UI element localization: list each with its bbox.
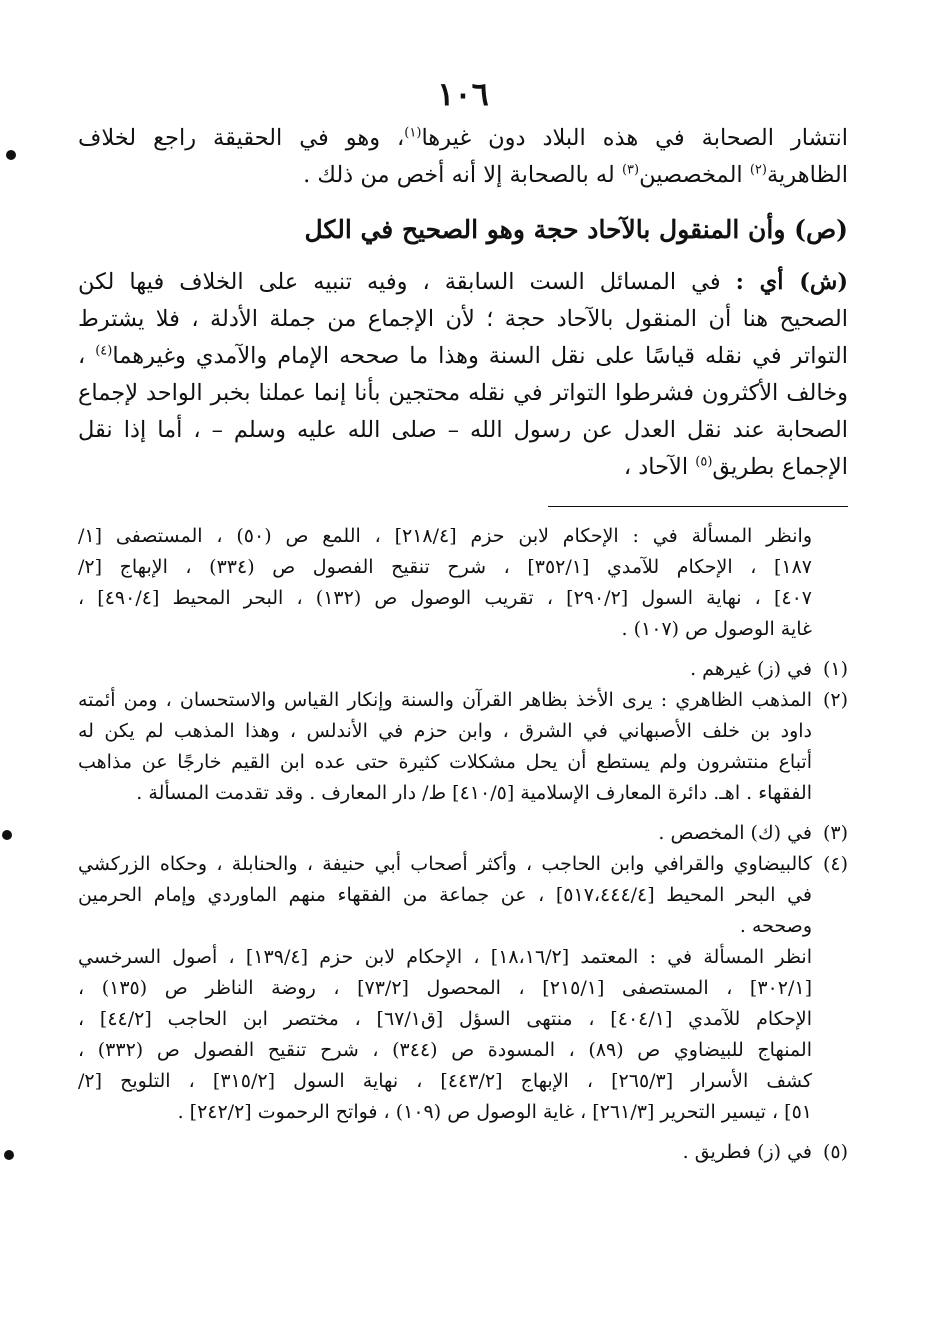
body-text: المخصصين	[639, 162, 750, 188]
footnote-line: كشف الأسرار [٢٦٥/٣] ، الإبهاج [٤٤٣/٢] ، نهاية السول [٣١٥/٢] ، التلويح [٢/	[78, 1070, 812, 1092]
body-text: الظاهرية	[766, 162, 848, 188]
footnote-5	[78, 1137, 848, 1168]
margin-mark	[6, 150, 16, 160]
margin-mark	[4, 1150, 14, 1160]
footnote-1	[78, 654, 848, 685]
footnote-line	[78, 1137, 848, 1168]
footnote-ref-3[interactable]: (٣)	[621, 162, 640, 178]
commentary-line: الصحابة عند نقل العدل عن رسول الله – صلى الله عليه وسلم – ، أما إذا نقل	[78, 417, 848, 443]
body-text: له بالصحابة إلا أنه أخص من ذلك .	[303, 162, 622, 188]
footnote-text: في (ك) المخصص .	[658, 822, 812, 844]
footnote-line: انظر المسألة في : المعتمد [١٨،١٦/٢] ، الإحكام لابن حزم [١٣٩/٤] ، أصول السرخسي	[78, 946, 812, 968]
footnote-line	[78, 685, 848, 716]
footnote-number: (١)	[822, 658, 848, 680]
margin-mark	[2, 830, 12, 840]
footnote-line	[78, 849, 848, 880]
footnote-line: غاية الوصول ص (١٠٧) .	[621, 618, 812, 640]
footnote-line: داود بن خلف الأصبهاني في الشرق ، وابن حزم في الأندلس ، وهذا المذهب لم يكن له	[78, 720, 812, 742]
footnote-number: (٣)	[822, 822, 848, 844]
body-text: انتشار الصحابة في هذه البلاد دون غيرها	[421, 125, 849, 151]
body-text: ، وهو في الحقيقة راجع لخلاف	[78, 125, 405, 151]
footnote-text: في (ز) فطريق .	[682, 1141, 812, 1163]
footnote-intro	[78, 521, 848, 645]
footnote-text: المذهب الظاهري : يرى الأخذ بظاهر القرآن والسنة وإنكار القياس والاستحسان ، ومن أئمته	[78, 689, 812, 711]
footnote-2	[78, 685, 848, 809]
footnote-ref-1[interactable]: (١)	[404, 125, 422, 141]
body-text: الآحاد ،	[623, 454, 696, 480]
footnote-line: الفقهاء . اهـ. دائرة المعارف الإسلامية [٤١٠/٥] ط/ دار المعارف . وقد تقدمت المسألة .	[136, 782, 812, 804]
footnote-ref-5[interactable]: (٥)	[695, 454, 713, 470]
footnote-separator	[548, 506, 848, 507]
footnote-line: أتباع منتشرون ولم يستطع أن يحل مشكلات كثيرة حتى عده ابن القيم خارجًا عن مذاهب	[78, 751, 812, 773]
document-page	[78, 74, 848, 1168]
body-text: ،	[78, 343, 96, 369]
footnote-line: وصححه .	[739, 915, 812, 937]
footnote-number: (٢)	[822, 689, 848, 711]
body-text: في المسائل الست السابقة ، وفيه تنبيه على الخلاف فيها لكن	[78, 269, 736, 295]
body-line	[78, 120, 848, 157]
footnote-text: كالبيضاوي والقرافي وابن الحاجب ، وأكثر أصحاب أبي حنيفة ، والحنابلة ، وحكاه الزركشي	[78, 853, 812, 875]
footnote-line	[78, 818, 848, 849]
commentary-line	[78, 338, 848, 375]
commentary-line: الصحيح هنا أن المنقول بالآحاد حجة ؛ لأن الإجماع من جملة الأدلة ، فلا يشترط	[78, 306, 848, 332]
commentary-line: وخالف الأكثرون فشرطوا التواتر في نقله محتجين بأنا إنما عملنا بخبر الواحد لإجماع	[78, 380, 848, 406]
commentary-line	[78, 264, 848, 301]
body-text: الإجماع بطريق	[712, 454, 848, 480]
footnote-line: المنهاج للبيضاوي ص (٨٩) ، المسودة ص (٣٤٤) ، شرح تنقيح الفصول ص (٣٣٢) ،	[78, 1039, 812, 1061]
footnote-line: وانظر المسألة في : الإحكام لابن حزم [٢١٨/٤] ، اللمع ص (٥٠) ، المستصفى [١/	[78, 525, 812, 547]
footnote-number: (٤)	[822, 853, 848, 875]
footnote-ref-2[interactable]: (٢)	[749, 162, 767, 178]
footnote-line: [٣٠٢/١] ، المستصفى [٢١٥/١] ، المحصول [٧٣/٢] ، روضة الناظر ص (١٣٥) ،	[78, 977, 812, 999]
footnote-line: الإحكام للآمدي [٤٠٤/١] ، منتهى السؤل [ق٦٧/١] ، مختصر ابن الحاجب [٤٤/٢] ،	[78, 1008, 813, 1030]
commentary-line	[78, 449, 848, 486]
footnote-line: ١٨٧] ، الإحكام للآمدي [٣٥٢/١] ، شرح تنقيح الفصول ص (٣٣٤) ، الإبهاج [٢/	[78, 556, 813, 578]
body-text: التواتر في نقله قياسًا على نقل السنة وهذا ما صححه الإمام والآمدي وغيرهما	[112, 343, 848, 369]
footnote-text: في (ز) غيرهم .	[690, 658, 812, 680]
footnote-ref-4[interactable]: (٤)	[95, 343, 113, 359]
footnote-3	[78, 818, 848, 849]
footnote-number: (٥)	[822, 1141, 848, 1163]
body-line	[78, 157, 848, 194]
section-heading: (ص) وأن المنقول بالآحاد حجة وهو الصحيح في الكل	[304, 215, 848, 244]
footnote-line: ٥١] ، تيسير التحرير [٢٦١/٣] ، غاية الوصول ص (١٠٩) ، فواتح الرحموت [٢٤٢/٢] .	[177, 1101, 812, 1123]
page-number: ١٠٦	[437, 75, 489, 113]
commentary-label: (ش) أي :	[735, 269, 848, 295]
footnote-4	[78, 849, 848, 1128]
footnote-line: ٤٠٧] ، نهاية السول [٢٩٠/٢] ، تقريب الوصول ص (١٣٢) ، البحر المحيط [٤٩٠/٤] ،	[78, 587, 812, 609]
footnote-line: في البحر المحيط [٥١٧،٤٤٤/٤] ، عن جماعة من الفقهاء منهم الماوردي وإمام الحرمين	[78, 884, 812, 906]
footnote-line	[78, 654, 848, 685]
